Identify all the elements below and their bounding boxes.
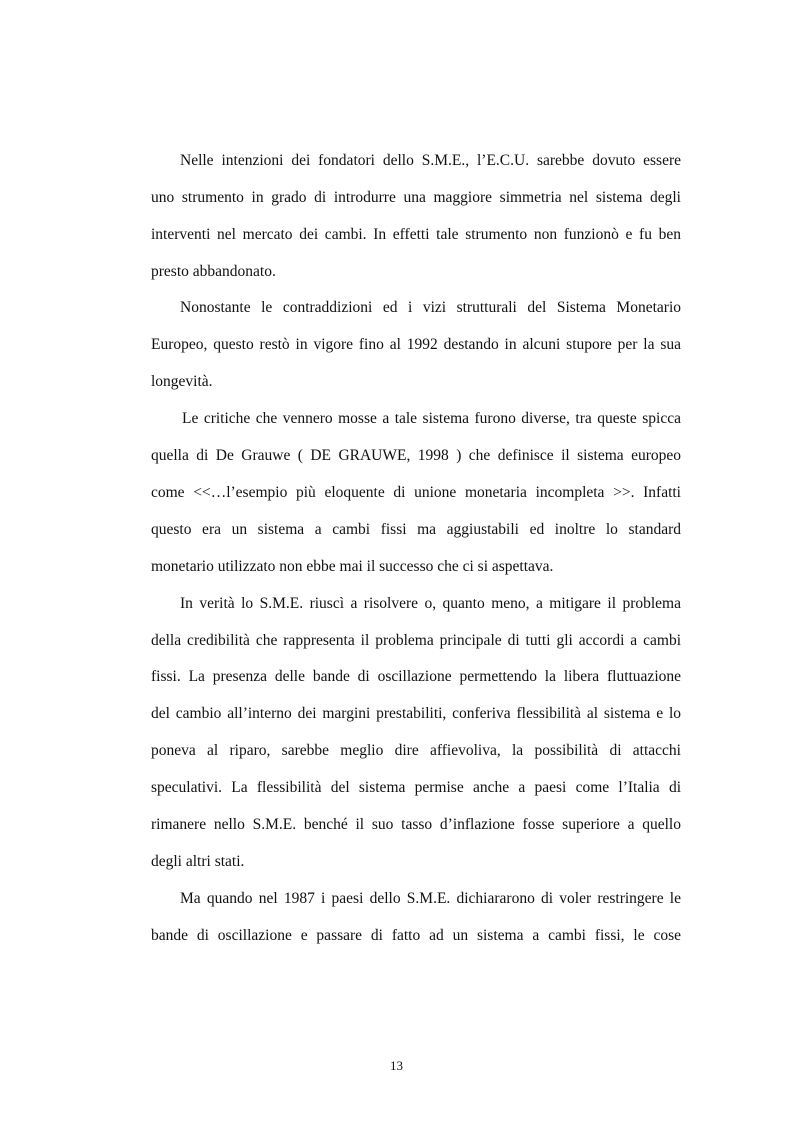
paragraph-line: quella di De Grauwe ( DE GRAUWE, 1998 ) che definisce il sistema europeo bbox=[151, 447, 681, 464]
paragraph-line: degli altri stati. bbox=[151, 853, 245, 870]
paragraph-line: Europeo, questo restò in vigore fino al 1992 destando in alcuni stupore per la sua bbox=[151, 336, 681, 353]
paragraph-line: speculativi. La flessibilità del sistema permise anche a paesi come l’Italia di bbox=[151, 779, 681, 796]
page-number: 13 bbox=[390, 1058, 403, 1073]
paragraph-line: uno strumento in grado di introdurre una maggiore simmetria nel sistema degli bbox=[151, 189, 681, 206]
paragraph-line: Nelle intenzioni dei fondatori dello S.M.E., l’E.C.U. sarebbe dovuto essere bbox=[180, 152, 681, 169]
paragraph-line: Ma quando nel 1987 i paesi dello S.M.E. dichiararono di voler restringere le bbox=[180, 890, 681, 907]
paragraph-line: rimanere nello S.M.E. benché il suo tasso d’inflazione fosse superiore a quello bbox=[151, 816, 681, 833]
paragraph-line: della credibilità che rappresenta il problema principale di tutti gli accordi a cambi bbox=[151, 632, 681, 649]
paragraph-line: In verità lo S.M.E. riuscì a risolvere o, quanto meno, a mitigare il problema bbox=[180, 595, 681, 612]
paragraph-line: questo era un sistema a cambi fissi ma aggiustabili ed inoltre lo standard bbox=[151, 521, 681, 538]
paragraph-line: longevità. bbox=[151, 373, 213, 390]
paragraph-line: Le critiche che vennero mosse a tale sistema furono diverse, tra queste spicca bbox=[182, 410, 681, 427]
paragraph-line: bande di oscillazione e passare di fatto ad un sistema a cambi fissi, le cose bbox=[151, 927, 681, 944]
paragraph-line: presto abbandonato. bbox=[151, 263, 276, 280]
paragraph-line: come <<…l’esempio più eloquente di unione monetaria incompleta >>. Infatti bbox=[151, 484, 681, 501]
paragraph-line: poneva al riparo, sarebbe meglio dire affievoliva, la possibilità di attacchi bbox=[151, 742, 681, 759]
paragraph-line: fissi. La presenza delle bande di oscillazione permettendo la libera fluttuazione bbox=[151, 668, 681, 685]
paragraph-line: monetario utilizzato non ebbe mai il successo che ci si aspettava. bbox=[151, 558, 554, 575]
paragraph-line: interventi nel mercato dei cambi. In effetti tale strumento non funzionò e fu ben bbox=[151, 226, 681, 243]
paragraph-line: del cambio all’interno dei margini prestabiliti, conferiva flessibilità al sistema e lo bbox=[151, 705, 681, 722]
paragraph-line: Nonostante le contraddizioni ed i vizi strutturali del Sistema Monetario bbox=[180, 299, 681, 316]
